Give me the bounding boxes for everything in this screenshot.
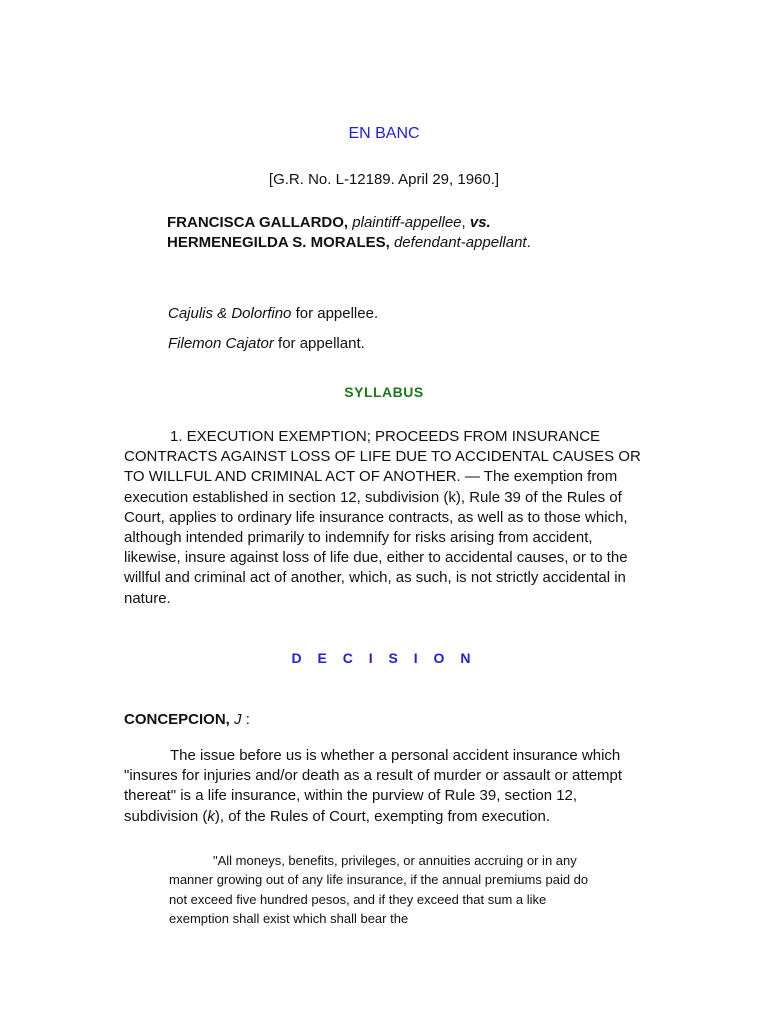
- syllabus-item-text: The exemption from execution established in section 12, subdivision (k), Rule 39 of the Rules of Court, applies to ordinary life insurance contracts, as well as to those which, although intended primarily to indemnify for risks arising from accident, likewise, insure against loss of life due, either to accidental causes, or to the willful and criminal act of another, which, as such, is not strictly accidental in nature.: [124, 468, 628, 607]
- decision-paragraph-part-b: ), of the Rules of Court, exempting from execution.: [214, 807, 551, 825]
- ponente-line: [124, 711, 250, 728]
- appellee-counsel: Cajulis & Dolorfino: [168, 305, 292, 322]
- defendant-role: defendant-appellant: [393, 234, 527, 251]
- versus-label: vs.: [469, 214, 491, 231]
- decision-paragraph-k: k: [207, 807, 215, 825]
- ponente-colon: :: [245, 711, 250, 728]
- court-division: EN BANC: [348, 125, 420, 142]
- case-number: [G.R. No. L-12189. April 29, 1960.]: [268, 171, 500, 188]
- appellant-counsel-suffix: for appellant.: [278, 335, 365, 352]
- appellee-counsel-line: [168, 305, 378, 322]
- syllabus-item: [124, 427, 644, 609]
- ponente-title: J: [234, 711, 242, 728]
- syllabus-heading: SYLLABUS: [344, 384, 424, 400]
- case-parties: FRANCISCA GALLARDO, plaintiff-appellee, vs. HERMENEGILDA S. MORALES, defendant-appellant.: [167, 214, 531, 251]
- plaintiff-name: FRANCISCA GALLARDO,: [167, 214, 349, 231]
- ponente-name: CONCEPCION,: [124, 711, 230, 728]
- decision-paragraph: [124, 746, 644, 827]
- plaintiff-role: plaintiff-appellee: [352, 214, 462, 231]
- decision-heading: D E C I S I O N: [291, 650, 477, 666]
- appellee-counsel-suffix: for appellee.: [295, 305, 379, 322]
- quoted-provision: "All moneys, benefits, privileges, or annuities accruing or in any manner growing out of any life insurance, if the annual premiums paid do not exceed five hundred pesos, and if they exceed that sum a like exemption shall exist which shall bear the: [169, 853, 589, 926]
- appellant-counsel: Filemon Cajator: [168, 335, 274, 352]
- syllabus-item-heading: 1. EXECUTION EXEMPTION; PROCEEDS FROM INSURANCE CONTRACTS AGAINST LOSS OF LIFE DUE TO ACCIDENTAL CAUSES OR TO WILLFUL AND CRIMINAL ACT OF ANOTHER. —: [124, 428, 641, 486]
- defendant-name: HERMENEGILDA S. MORALES,: [167, 234, 390, 251]
- decision-paragraph-part-a: The issue before us is whether a personal accident insurance which "insures for injuries and/or death as a result of murder or assault or attempt thereat" is a life insurance, within the purview of Rule 39, section 12, subdivision (: [124, 747, 623, 825]
- appellant-counsel-line: [168, 335, 365, 352]
